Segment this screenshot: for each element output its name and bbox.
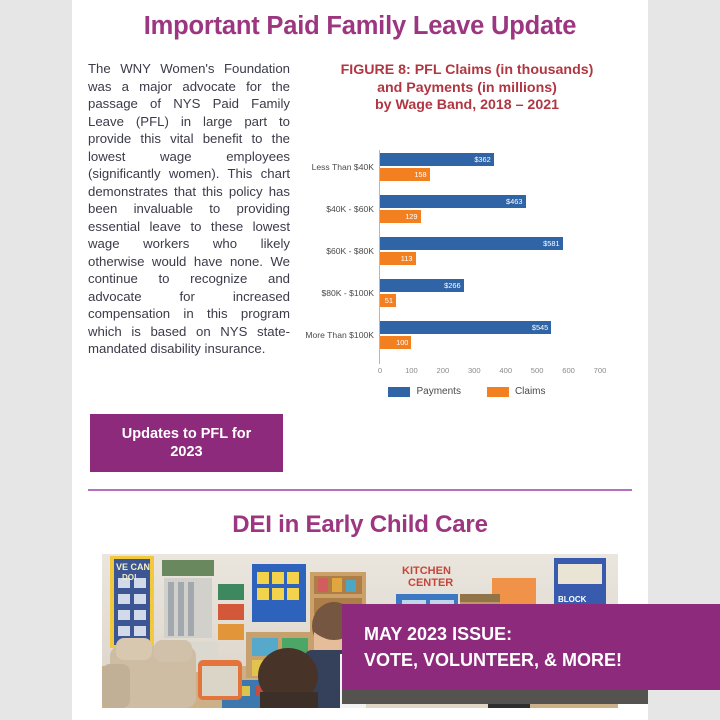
- section-divider: [88, 489, 632, 491]
- legend-swatch-claims: [487, 387, 509, 397]
- issue-banner[interactable]: [342, 604, 720, 690]
- chart-bar-value: $545: [531, 323, 549, 332]
- chart-bar-value: 129: [405, 212, 418, 221]
- chart-legend: [294, 386, 640, 397]
- pfl-chart: [294, 62, 640, 412]
- chart-title: [294, 62, 640, 115]
- chart-title-line-2: and Payments (in millions): [377, 79, 557, 96]
- legend-label-claims: Claims: [514, 386, 546, 397]
- chart-x-tick-label: 100: [405, 366, 418, 375]
- chart-bar-value: $581: [543, 239, 560, 248]
- section-two-title: DEI in Early Child Care: [232, 511, 488, 538]
- chart-bar-claims: [380, 168, 430, 181]
- chart-bar-payments: [380, 237, 563, 250]
- chart-x-tick-label: 700: [593, 366, 607, 375]
- chart-bar-claims: [380, 294, 396, 307]
- chart-group: [294, 194, 640, 230]
- chart-bar-claims: [380, 336, 411, 349]
- chart-bar-value: 100: [396, 338, 409, 347]
- chart-bar-payments: [380, 153, 494, 166]
- chart-title-line-3: by Wage Band, 2018 – 2021: [374, 97, 559, 113]
- chart-plot-area: [294, 150, 640, 375]
- chart-group: [294, 278, 640, 314]
- updates-to-pfl-button[interactable]: [90, 414, 283, 472]
- legend-item-claims: [487, 386, 546, 397]
- cta-line-1: Updates to PFL for: [121, 426, 252, 442]
- chart-x-axis: [377, 364, 607, 380]
- chart-x-tick-label: 300: [467, 366, 481, 375]
- chart-bar-value: 51: [384, 296, 394, 305]
- page-title: Important Paid Family Leave Update: [143, 12, 577, 40]
- chart-category-label: More Than $100K: [305, 330, 374, 340]
- svg-text:DO!: DO!: [122, 573, 137, 582]
- chart-x-tick-label: 400: [499, 366, 513, 375]
- chart-bar-value: 113: [400, 254, 413, 263]
- article-body: The WNY Women's Foundation was a major advocate for the passage of NYS Paid Family Leave (PFL) in large part to provide this vital benefit to the lowest wage employees (significantly women). This chart demonstrates that this policy has been invaluable to providing essential leave to these lowest wage workers who likely otherwise would have none. We continue to recognize and advocate for increased compensation in this program which is based on NYS state-mandated disability insurance.: [88, 61, 290, 356]
- cta-line-2: 2023: [170, 444, 203, 460]
- chart-x-tick-label: 0: [377, 366, 383, 375]
- svg-text:KITCHEN: KITCHEN: [402, 565, 451, 577]
- legend-item-payments: [388, 386, 460, 397]
- chart-x-tick-label: 600: [562, 366, 575, 375]
- chart-category-label: $80K - $100K: [321, 288, 374, 298]
- chart-group: [294, 320, 640, 356]
- legend-swatch-payments: [388, 387, 410, 397]
- chart-group: [294, 152, 640, 188]
- chart-bar-payments: [380, 279, 464, 292]
- chart-bar-claims: [380, 210, 421, 223]
- chart-bar-payments: [380, 321, 551, 334]
- chart-group: [294, 236, 640, 272]
- chart-category-label: Less Than $40K: [311, 162, 374, 172]
- chart-bar-value: $362: [474, 155, 491, 164]
- svg-text:VE CAN: VE CAN: [116, 562, 151, 572]
- chart-x-tick-label: 200: [436, 366, 450, 375]
- legend-label-payments: Payments: [416, 386, 461, 397]
- svg-text:BLOCK: BLOCK: [558, 595, 587, 604]
- chart-bar-value: $266: [444, 281, 461, 290]
- chart-title-line-1: FIGURE 8: PFL Claims (in thousands): [340, 62, 594, 78]
- chart-bar-claims: [380, 252, 416, 265]
- photo-bottom-strip: [342, 690, 648, 704]
- chart-x-tick-label: 500: [530, 366, 544, 375]
- chart-category-label: $40K - $60K: [326, 204, 374, 214]
- issue-banner-line-1: MAY 2023 ISSUE:: [364, 624, 513, 644]
- chart-category-label: $60K - $80K: [326, 246, 374, 256]
- chart-bar-value: $463: [506, 197, 523, 206]
- svg-text:CENTER: CENTER: [408, 577, 454, 589]
- chart-bar-value: 158: [414, 170, 427, 179]
- chart-bar-payments: [380, 195, 526, 208]
- issue-banner-line-2: VOTE, VOLUNTEER, & MORE!: [364, 650, 623, 670]
